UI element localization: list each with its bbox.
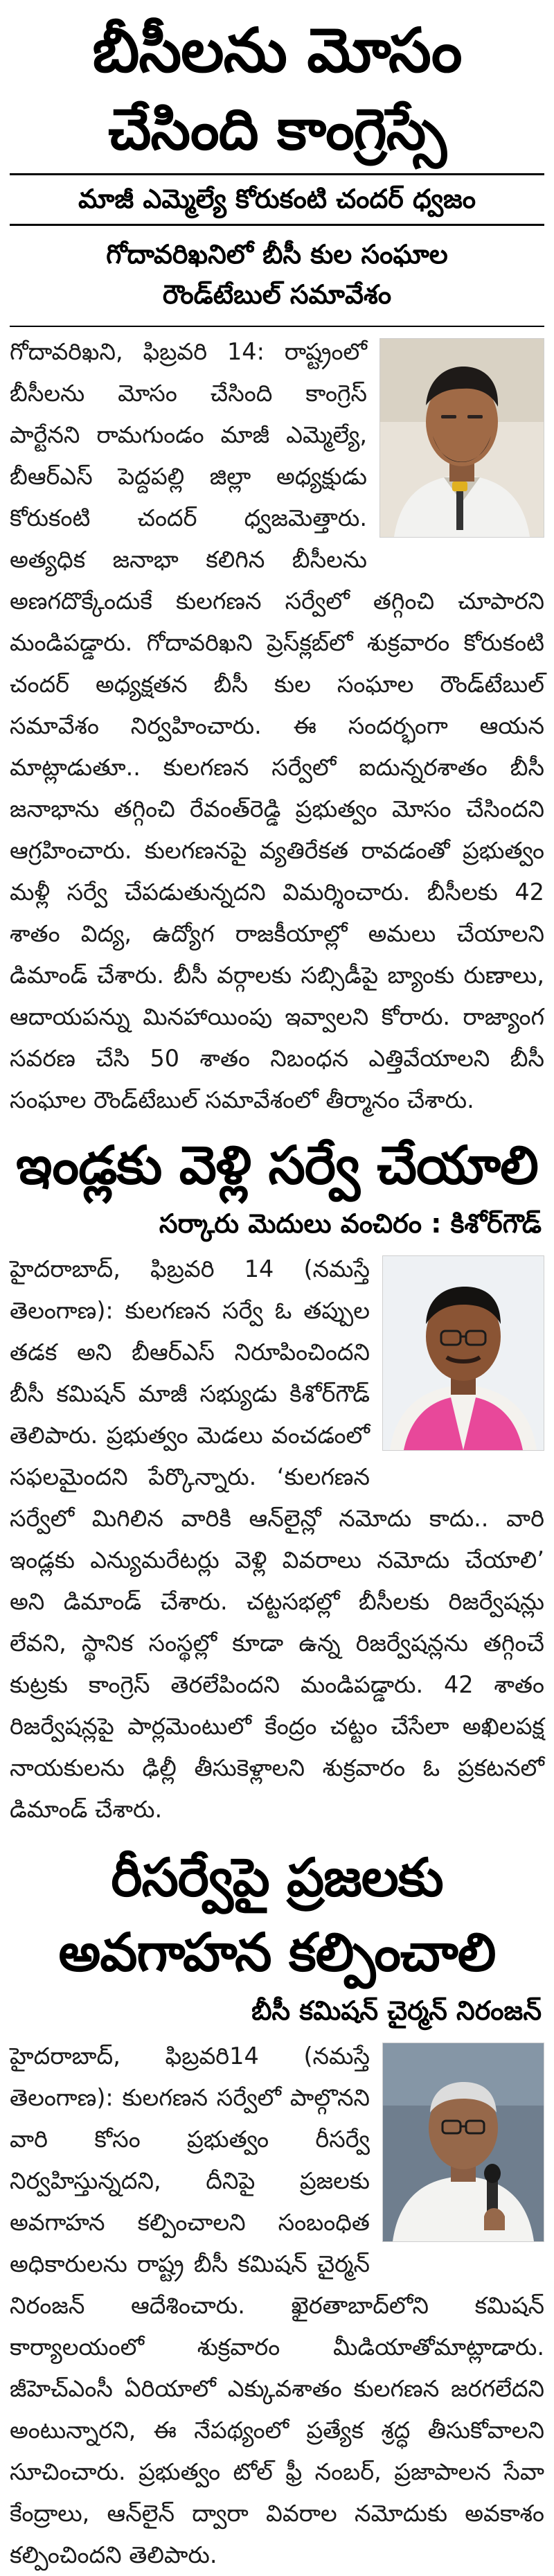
headline: ఇండ్లకు వెళ్లి సర్వే చేయాలి [16,1134,538,1196]
divider [10,173,544,175]
subhead [10,230,544,321]
story-text: హైదరాబాద్, ఫిబ్రవరి14 (నమస్తే తెలంగాణ): కులగణన సర్వేలో పాల్గొనని వారి కోసం ప్రభుత్వం రీసర్వే నిర్వహిస్తున్నదని, దీనిపై ప్రజలకు అవగాహన కల్పించాలని సంబంధిత అధికారులను రాష్ట్ర బీసీ కమిషన్ చైర్మన్ నిరంజన్ ఆదేశించారు. ఖైరతాబాద్‌లోని కమిషన్ కార్యాలయంలో శుక్రవారం మీడియాతోమాట్లాడారు. జీహెచ్‌ఎంసీ ఏరియాలో ఎక్కువశాతం కులగణన జరగలేదని అంటున్నారని, ఈ నేపథ్యంలో ప్రత్యేక శ్రద్ధ తీసుకోవాలని సూచించారు. ప్రభుత్వం టోల్ ఫ్రీ నంబర్, ప్రజాపాలన సేవా కేంద్రాలు, ఆన్‌లైన్ ద్వారా వివరాల నమోదుకు అవకాశం కల్పించిందని తెలిపారు. [10,2043,544,2568]
kicker: బీసీ కమిషన్ చైర్మన్ నిరంజన్ [251,1995,542,2026]
headline-line-1: రీసర్వేపై ప్రజలకు [111,1846,443,1908]
story-body [10,331,544,1121]
story-text: గోదావరిఖని, ఫిబ్రవరి 14: రాష్ట్రంలో బీసీలను మోసం చేసింది కాంగ్రెస్ పార్టేనని రామగుండం మాజీ ఎమ్మెల్యే, బీఆర్‌ఎస్ పెద్దపల్లి జిల్లా అధ్యక్షుడు కోరుకంటి చందర్ ధ్వజమెత్తారు. అత్యధిక జనాభా కలిగిన బీసీలను అణగదొక్కేందుకే కులగణన సర్వేలో తగ్గించి చూపారని మండిపడ్డారు. గోదావరిఖని ప్రెస్‌క్లబ్‌లో శుక్రవారం కోరుకంటి చందర్ అధ్యక్షతన బీసీ కుల సంఘాల రౌండ్‌టేబుల్ సమావేశం నిర్వహించారు. ఈ సందర్భంగా ఆయన మాట్లాడుతూ.. కులగణన సర్వేలో ఐదున్నరశాతం బీసీ జనాభాను తగ్గించి రేవంత్‌రెడ్డి ప్రభుత్వం మోసం చేసిందని ఆగ్రహించారు. కులగణనపై వ్యతిరేకత రావడంతో ప్రభుత్వం మళ్లీ సర్వే చేపడుతున్నదని విమర్శించారు. బీసీలకు 42 శాతం విద్య, ఉద్యోగ రాజకీయాల్లో అమలు చేయాలని డిమాండ్ చేశారు. బీసీ వర్గాలకు సబ్సిడీపై బ్యాంకు రుణాలు, ఆదాయపన్ను మినహాయింపు ఇవ్వాలని కోరారు. రాజ్యాంగ సవరణ చేసి 50 శాతం నిబంధన ఎత్తివేయాలని బీసీ సంఘాల రౌండ్‌టేబుల్ సమావేశంలో తీర్మానం చేశారు. [10,338,544,1113]
subhead-line-1: గోదావరిఖనిలో బీసీ కుల సంఘాల [106,239,448,270]
subhead-line-2: రౌండ్‌టేబుల్ సమావేశం [162,279,392,310]
kicker: సర్కారు మెదులు వంచిరం : కిశోర్‌గౌడ్ [159,1208,542,1239]
story-text: హైదరాబాద్, ఫిబ్రవరి 14 (నమస్తే తెలంగాణ): కులగణన సర్వే ఓ తప్పుల తడక అని బీఆర్‌ఎస్ నిరూపించిందని బీసీ కమిషన్ మాజీ సభ్యుడు కిశోర్‌గౌడ్ తెలిపారు. ప్రభుత్వం మెడలు వంచడంలో సఫలమైందని పేర్కొన్నారు. ‘కులగణన సర్వేలో మిగిలిన వారికి ఆన్‌లైన్లో నమోదు కాదు.. వారి ఇండ్లకు ఎన్యుమరేటర్లు వెళ్లి వివరాలు నమోదు చేయాలి’ అని డిమాండ్ చేశారు. చట్టసభల్లో బీసీలకు రిజర్వేషన్లు లేవని, స్థానిక సంస్థల్లో కూడా ఉన్న రిజర్వేషన్లను తగ్గించే కుట్రకు కాంగ్రెస్ తెరలేపిందని మండిపడ్డారు. 42 శాతం రిజర్వేషన్లపై పార్లమెంటులో కేంద్రం చట్టం చేసేలా అఖిలపక్ష నాయకులను ఢిల్లీ తీసుకెళ్లాలని శుక్రవారం ఓ ప్రకటనలో డిమాండ్ చేశారు. [10,1255,544,1823]
story-kishore-goud [10,1128,544,1830]
portrait-photo [379,338,544,538]
kicker: మాజీ ఎమ్మెల్యే కోరుకంటి చందర్ ధ్వజం [78,184,476,214]
story-body [10,2036,544,2576]
portrait-photo [382,1255,544,1451]
story-korukanti [10,10,544,1121]
portrait-kishore-goud-icon [383,1256,544,1450]
portrait-photo [382,2043,544,2242]
portrait-korukanti-icon [380,339,544,537]
headline-line-2: అవగాహన కల్పించాలి [58,1921,496,1983]
story-niranjan [10,1840,544,2576]
divider [10,326,544,327]
headline-line-1: బీసీలను మోసం [92,15,462,86]
divider [10,224,544,226]
headline-line-2: చేసింది కాంగ్రెస్సే [108,97,446,163]
portrait-niranjan-icon [383,2043,544,2241]
story-body [10,1249,544,1830]
